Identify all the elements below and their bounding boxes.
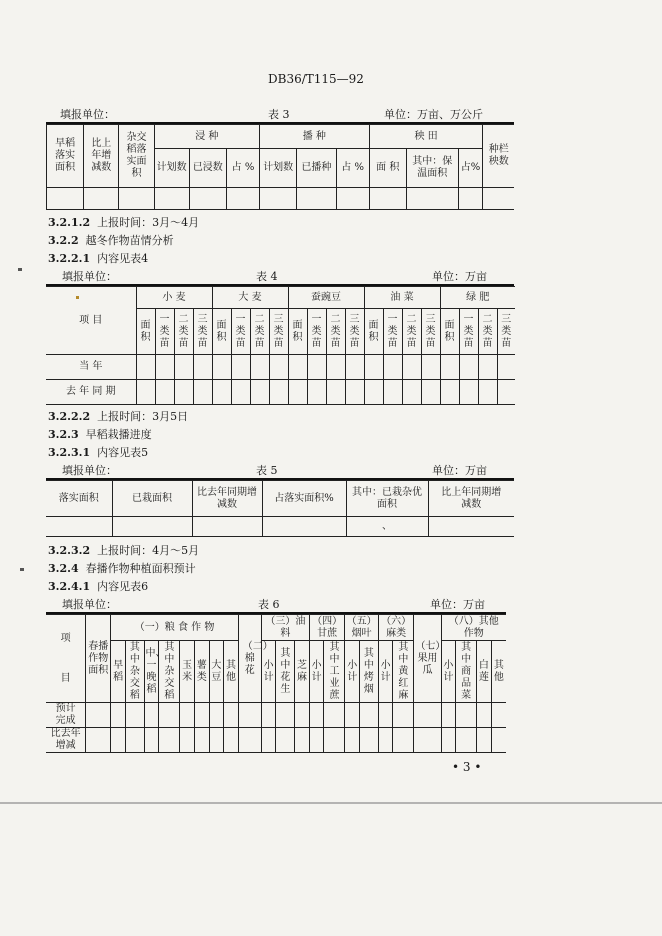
table6-group-tobacco: （五）烟叶 — [346, 615, 377, 639]
scan-mark — [20, 568, 24, 571]
table4-sub-class2: 二类苗 — [174, 309, 193, 355]
table3-col-last: 种栏秧数 — [483, 125, 514, 188]
table6-group-other: （八）其他作物 — [441, 615, 506, 641]
table4-sub-area: 面积 — [136, 309, 155, 355]
clause-3-2-2: 3.2.2 越冬作物苗情分析 — [48, 234, 174, 247]
table6-early-hybrid: 其中杂交稻 — [125, 641, 144, 703]
scan-mark — [76, 296, 79, 299]
table5-unit-left: 填报单位： — [62, 464, 117, 477]
table4-sub-class1: 一类苗 — [155, 309, 174, 355]
table4-sub-class3: 三类苗 — [421, 309, 440, 355]
table6-spring-crops: 春播作物面积 — [86, 615, 111, 703]
clause-3-2-4-1: 3.2.4.1 内容见表6 — [48, 580, 149, 593]
table5-col-planted: 已栽面积 — [112, 481, 192, 517]
table6-unit-right: 单位：万亩 — [430, 598, 485, 611]
table3-col-change: 比上年增减数 — [84, 125, 119, 188]
table3-group-soak: 浸 种 — [154, 125, 259, 149]
table6-cane-industrial: 其中工业蔗 — [324, 641, 345, 703]
table6-title: 表 6 — [258, 598, 280, 611]
table3-pct2: 占 % — [336, 149, 369, 187]
table4-title: 表 4 — [256, 270, 278, 283]
clause-3-2-3-1: 3.2.3.1 内容见表5 — [48, 446, 149, 459]
table4-row-current: 当 年 — [46, 355, 136, 380]
table4-sub-class3: 三类苗 — [345, 309, 364, 355]
table3-done1: 已浸数 — [189, 149, 226, 187]
table3 — [46, 124, 514, 210]
table3-title: 表 3 — [268, 108, 290, 121]
table6-grain-other: 其他 — [224, 641, 239, 703]
table4-item-header: 项 目 — [46, 287, 136, 355]
table3-col-hybrid: 杂交稻落实面积 — [119, 125, 154, 188]
table5-title: 表 5 — [256, 464, 278, 477]
table4-sub-area: 面积 — [212, 309, 231, 355]
table4-sub-class1: 一类苗 — [307, 309, 326, 355]
table4-sub-class3: 三类苗 — [497, 309, 515, 355]
table4-crop-barley: 大 麦 — [212, 287, 288, 309]
table3-plan1: 计划数 — [154, 149, 189, 187]
clause-3-2-4: 3.2.4 春播作物种植面积预计 — [48, 562, 196, 575]
table6-group-oil: （三）油料 — [261, 615, 309, 641]
table6-oil-sesame: 芝麻 — [295, 641, 310, 703]
table4-sub-class2: 二类苗 — [478, 309, 497, 355]
table3-unit-left: 填报单位： — [60, 108, 115, 121]
table4-sub-class1: 一类苗 — [383, 309, 402, 355]
table6-soybean: 大豆 — [209, 641, 224, 703]
table6-other-subtotal: 小计 — [441, 641, 456, 703]
table4-sub-class3: 三类苗 — [193, 309, 212, 355]
table6-group-sugarcane: （四）甘蔗 — [309, 615, 345, 641]
table6-potato: 薯类 — [194, 641, 209, 703]
table4-crop-rape: 油 菜 — [364, 287, 440, 309]
table5 — [46, 480, 514, 537]
table6-other-vegetable: 其中商品菜 — [456, 641, 477, 703]
table4-unit-right: 单位：万亩 — [432, 270, 487, 283]
table6-tobacco-flue: 其中烤烟 — [360, 641, 379, 703]
table5-col-pct: 占落实面积% — [262, 481, 346, 517]
table4-sub-area: 面积 — [440, 309, 459, 355]
table4-crop-wheat: 小 麦 — [136, 287, 212, 309]
table4-sub-class2: 二类苗 — [326, 309, 345, 355]
document-code: DB36/T115—92 — [268, 72, 364, 86]
table4-sub-class2: 二类苗 — [250, 309, 269, 355]
clause-3-2-2-2: 3.2.2.2 上报时间：3月5日 — [48, 410, 189, 423]
table6-corn: 玉米 — [180, 641, 195, 703]
table6-row-change: 比去年增减 — [46, 728, 86, 753]
table4-sub-class3: 三类苗 — [269, 309, 288, 355]
table3-area: 面 积 — [369, 149, 406, 187]
scan-mark — [18, 268, 22, 271]
clause-3-2-3: 3.2.3 早稻栽播进度 — [48, 428, 152, 441]
table3-done2: 已播种 — [297, 149, 336, 187]
table6-group-cotton: （二）棉 花 — [238, 615, 261, 703]
table3-col-early-rice: 早稻落实面积 — [47, 125, 84, 188]
table3-plan2: 计划数 — [260, 149, 297, 187]
table4-sub-class1: 一类苗 — [459, 309, 478, 355]
table6-late-rice: 中、一晚稻 — [144, 641, 159, 703]
table5-col-change: 比去年同期增减数 — [192, 481, 262, 517]
table6-unit-left: 填报单位： — [62, 598, 117, 611]
table4-unit-left: 填报单位： — [62, 270, 117, 283]
table6-early-rice: 早稻 — [111, 641, 126, 703]
scan-edge-line — [0, 802, 662, 804]
table4-crop-bean: 蚕豌豆 — [288, 287, 364, 309]
table4-sub-area: 面积 — [364, 309, 383, 355]
table5-tick-mark: 、 — [346, 517, 428, 537]
table4-sub-class1: 一类苗 — [231, 309, 250, 355]
table5-col-planned: 落实面积 — [46, 481, 112, 517]
table6-oil-peanut: 其中花生 — [276, 641, 295, 703]
page-number: • 3 • — [452, 760, 482, 774]
table6 — [46, 614, 506, 753]
table3-unit-right: 单位：万亩、万公斤 — [384, 108, 483, 121]
table3-warm: 其中：保温面积 — [406, 149, 458, 187]
table6-hemp-subtotal: 小计 — [378, 641, 393, 703]
table6-late-hybrid: 其中杂交稻 — [159, 641, 180, 703]
table5-col-hybrid: 其中：已栽杂优面积 — [346, 481, 428, 517]
table6-item-header: 项 目 — [46, 615, 86, 703]
table6-group-grain: （一）粮 食 作 物 — [111, 615, 239, 641]
table4-row-last-year: 去 年 同 期 — [46, 380, 136, 405]
table4-sub-class2: 二类苗 — [402, 309, 421, 355]
table6-other-other: 其他 — [491, 641, 506, 703]
table5-col-change-year: 比上年同期增减数 — [428, 481, 514, 517]
table3-pct1: 占 % — [226, 149, 259, 187]
table6-other-lotus: 白莲 — [477, 641, 492, 703]
table4 — [46, 286, 515, 405]
clause-3-2-2-1: 3.2.2.1 内容见表4 — [48, 252, 149, 265]
table6-tobacco-subtotal: 小计 — [345, 641, 360, 703]
table3-pct3: 占% — [458, 149, 483, 187]
clause-3-2-1-2: 3.2.1.2 上报时间：3月～4月 — [48, 216, 200, 229]
table3-group-seedbed: 秧 田 — [369, 125, 483, 149]
table6-group-melon: （七）果用瓜 — [414, 615, 441, 703]
table6-cane-subtotal: 小计 — [309, 641, 324, 703]
table4-crop-green-manure: 绿 肥 — [440, 287, 515, 309]
clause-3-2-3-2: 3.2.3.2 上报时间：4月～5月 — [48, 544, 200, 557]
table6-row-forecast: 预计完成 — [46, 703, 86, 728]
table3-group-sow: 播 种 — [260, 125, 370, 149]
table4-sub-area: 面积 — [288, 309, 307, 355]
table5-unit-right: 单位：万亩 — [432, 464, 487, 477]
table6-hemp-kenaf: 其中黄红麻 — [393, 641, 414, 703]
table6-group-hemp: （六）麻类 — [378, 615, 414, 641]
table6-oil-subtotal: 小计 — [261, 641, 276, 703]
